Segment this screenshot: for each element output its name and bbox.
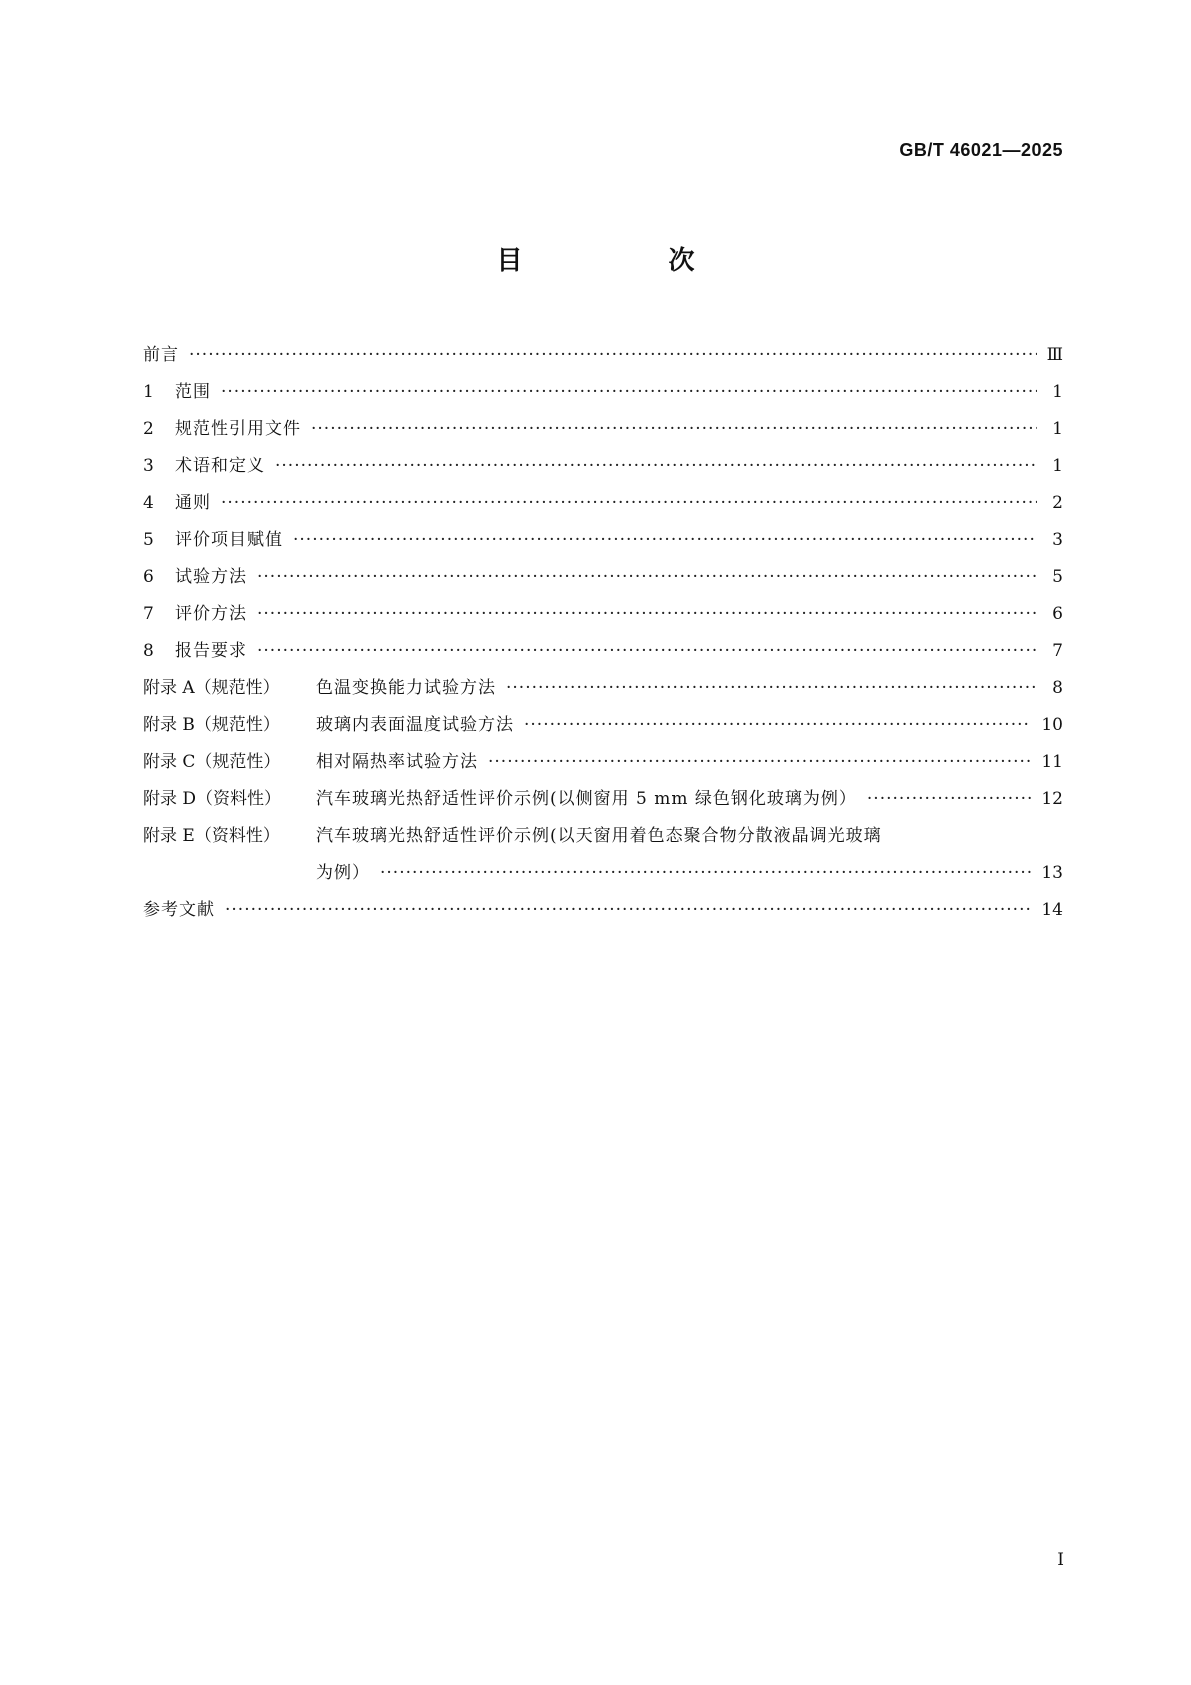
toc-dot-leader bbox=[506, 670, 1037, 707]
toc-entry-page: 14 bbox=[1041, 900, 1063, 920]
toc-entry-page: 7 bbox=[1052, 641, 1063, 661]
toc-dot-leader bbox=[311, 411, 1037, 448]
toc-entry-report-requirements[interactable] bbox=[143, 633, 1063, 670]
toc-entry-page: 1 bbox=[1052, 419, 1063, 439]
toc-entry-number: 1 bbox=[143, 382, 154, 402]
toc-entry-page: 8 bbox=[1052, 678, 1063, 698]
toc-dot-leader bbox=[221, 374, 1037, 411]
toc-entry-annex-c[interactable] bbox=[143, 744, 1063, 781]
toc-dot-leader bbox=[189, 337, 1037, 374]
toc-entry-normative-references[interactable] bbox=[143, 411, 1063, 448]
table-of-contents bbox=[143, 337, 1063, 929]
toc-dot-leader bbox=[488, 744, 1031, 781]
toc-entry-number: 8 bbox=[143, 641, 154, 661]
toc-entry-label: 评价项目赋值 bbox=[175, 530, 283, 550]
toc-entry-label: 汽车玻璃光热舒适性评价示例(以侧窗用 5 mm 绿色钢化玻璃为例） bbox=[316, 789, 857, 809]
toc-entry-number: 6 bbox=[143, 567, 154, 587]
toc-entry-label: 评价方法 bbox=[175, 604, 247, 624]
toc-dot-leader bbox=[221, 485, 1037, 522]
toc-entry-label: 前言 bbox=[143, 345, 179, 365]
document-code: GB/T 46021—2025 bbox=[899, 140, 1063, 160]
toc-entry-label: 色温变换能力试验方法 bbox=[316, 678, 496, 698]
toc-entry-page: 11 bbox=[1041, 752, 1063, 772]
toc-entry-annex-a[interactable] bbox=[143, 670, 1063, 707]
toc-entry-page: 5 bbox=[1052, 567, 1063, 587]
toc-entry-label: 术语和定义 bbox=[175, 456, 265, 476]
toc-entry-label: 报告要求 bbox=[175, 641, 247, 661]
toc-entry-label: 玻璃内表面温度试验方法 bbox=[316, 715, 514, 735]
toc-dot-leader bbox=[293, 522, 1037, 559]
toc-entry-page: Ⅲ bbox=[1046, 345, 1063, 365]
toc-entry-label-continued: 为例） bbox=[316, 863, 370, 883]
toc-entry-number: 5 bbox=[143, 530, 154, 550]
toc-entry-number: 2 bbox=[143, 419, 154, 439]
toc-entry-label: 通则 bbox=[175, 493, 211, 513]
toc-entry-terms-definitions[interactable] bbox=[143, 448, 1063, 485]
toc-entry-page: 10 bbox=[1041, 715, 1063, 735]
toc-entry-annex-prefix: 附录 C（规范性） bbox=[143, 752, 281, 772]
toc-entry-label: 范围 bbox=[175, 382, 211, 402]
toc-entry-label: 参考文献 bbox=[143, 900, 215, 920]
toc-entry-page: 2 bbox=[1052, 493, 1063, 513]
toc-entry-annex-prefix: 附录 A（规范性） bbox=[143, 678, 280, 698]
toc-dot-leader bbox=[257, 633, 1037, 670]
toc-entry-annex-prefix: 附录 E（资料性） bbox=[143, 826, 280, 846]
toc-entry-page: 6 bbox=[1052, 604, 1063, 624]
toc-entry-annex-b[interactable] bbox=[143, 707, 1063, 744]
toc-entry-annex-e-continued[interactable] bbox=[143, 855, 1063, 892]
toc-entry-number: 3 bbox=[143, 456, 154, 476]
toc-entry-scope[interactable] bbox=[143, 374, 1063, 411]
toc-dot-leader bbox=[867, 781, 1031, 818]
toc-entry-test-methods[interactable] bbox=[143, 559, 1063, 596]
toc-entry-label: 汽车玻璃光热舒适性评价示例(以天窗用着色态聚合物分散液晶调光玻璃 bbox=[316, 826, 882, 846]
toc-entry-page: 3 bbox=[1052, 530, 1063, 550]
toc-entry-annex-prefix: 附录 D（资料性） bbox=[143, 789, 282, 809]
toc-entry-page: 1 bbox=[1052, 456, 1063, 476]
toc-entry-page: 12 bbox=[1041, 789, 1063, 809]
toc-dot-leader bbox=[257, 559, 1037, 596]
toc-entry-annex-d[interactable] bbox=[143, 781, 1063, 818]
toc-dot-leader bbox=[524, 707, 1031, 744]
toc-title: 目 次 bbox=[496, 246, 755, 276]
toc-entry-label: 试验方法 bbox=[175, 567, 247, 587]
toc-entry-label: 相对隔热率试验方法 bbox=[316, 752, 478, 772]
toc-entry-general-rules[interactable] bbox=[143, 485, 1063, 522]
toc-entry-bibliography[interactable] bbox=[143, 892, 1063, 929]
toc-entry-page: 1 bbox=[1052, 382, 1063, 402]
toc-entry-annex-prefix: 附录 B（规范性） bbox=[143, 715, 280, 735]
toc-dot-leader bbox=[275, 448, 1037, 485]
toc-entry-label: 规范性引用文件 bbox=[175, 419, 301, 439]
toc-dot-leader bbox=[380, 855, 1031, 892]
toc-entry-evaluation-methods[interactable] bbox=[143, 596, 1063, 633]
toc-entry-evaluation-items[interactable] bbox=[143, 522, 1063, 559]
toc-dot-leader bbox=[257, 596, 1037, 633]
page-number: I bbox=[1057, 1550, 1064, 1570]
toc-dot-leader bbox=[225, 892, 1031, 929]
toc-entry-preface[interactable] bbox=[143, 337, 1063, 374]
toc-entry-page: 13 bbox=[1041, 863, 1063, 883]
toc-entry-number: 4 bbox=[143, 493, 154, 513]
toc-entry-number: 7 bbox=[143, 604, 154, 624]
toc-entry-annex-e[interactable] bbox=[143, 818, 1063, 855]
